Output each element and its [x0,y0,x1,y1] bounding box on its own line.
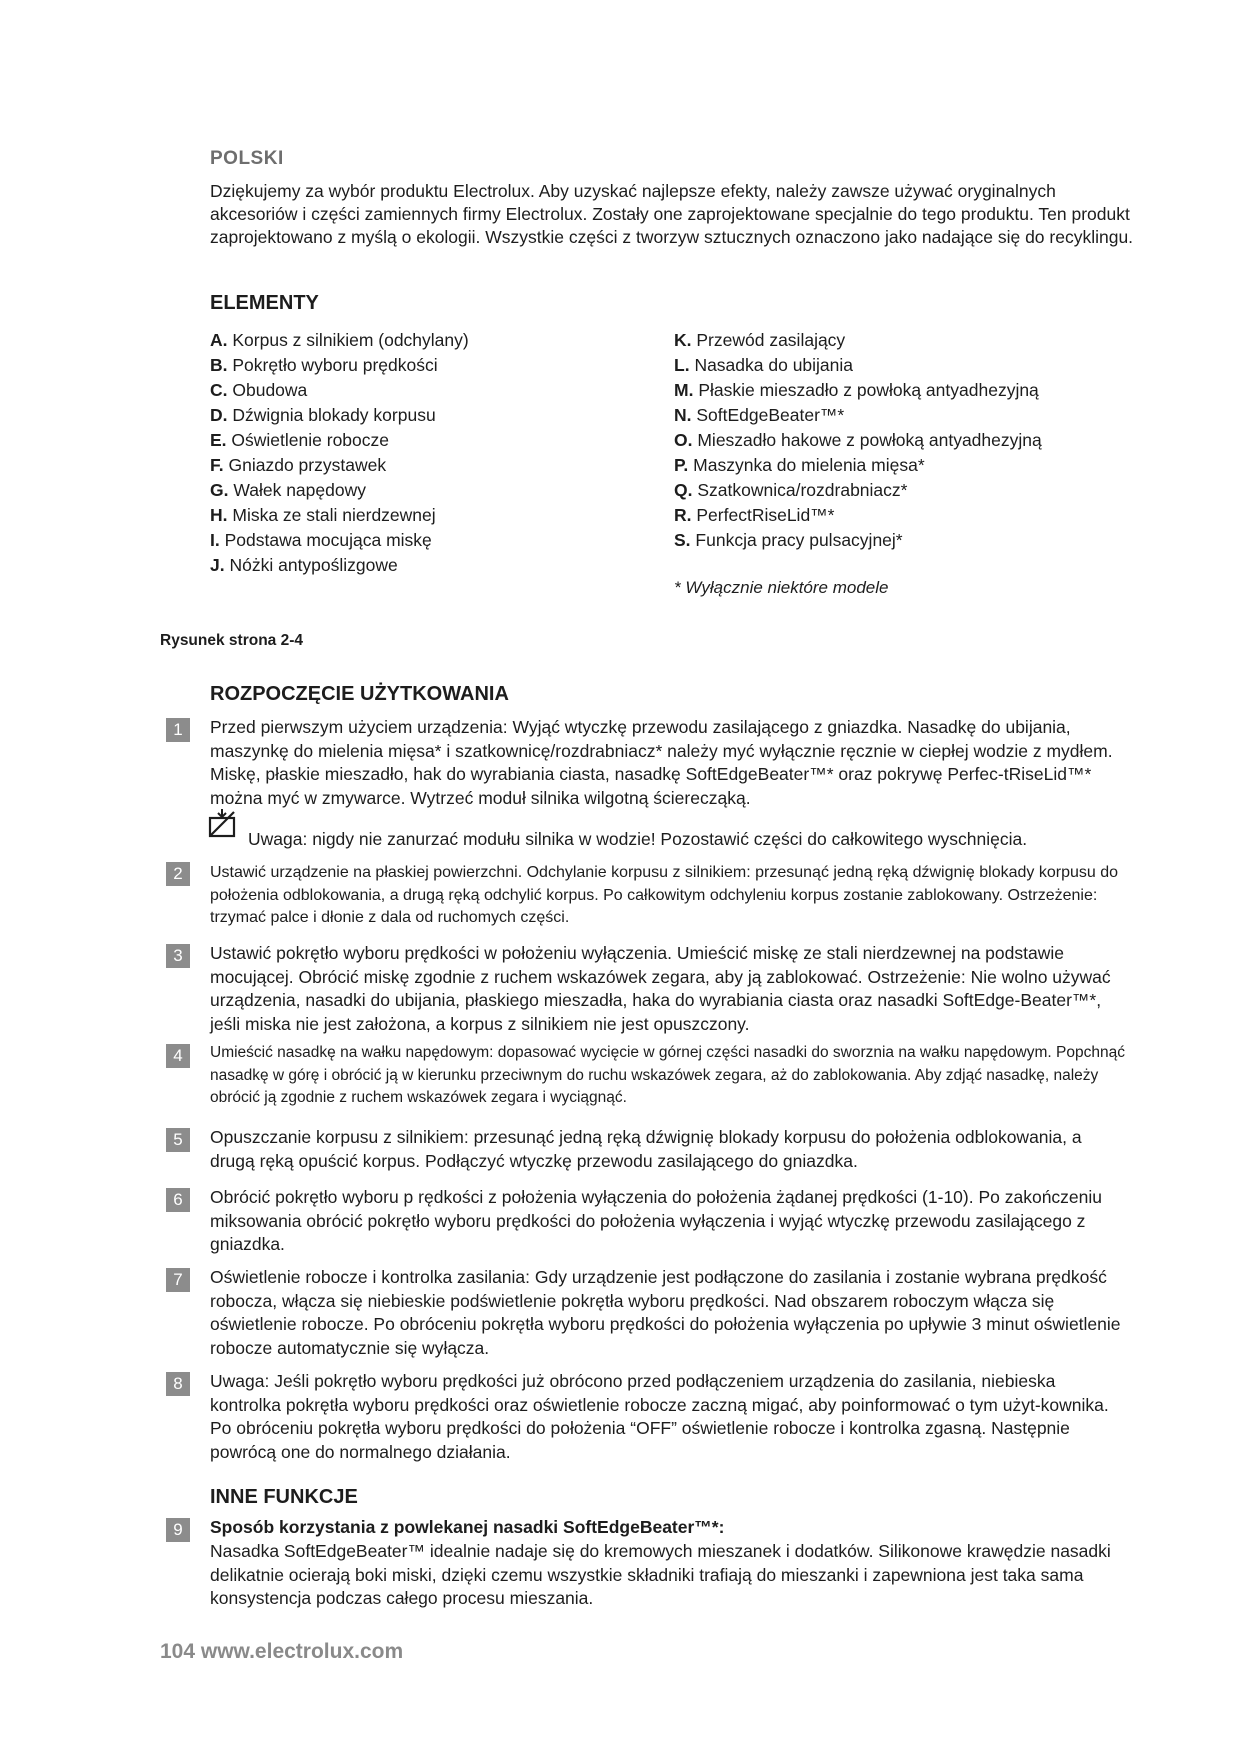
step-7-text: Oświetlenie robocze i kontrolka zasilania: Gdy urządzenie jest podłączone do zasilania i zostanie wybrana prędkość robocza, włącza się niebieskie podświetlenie pokrętła wyboru prędkości. Nad obszarem roboczym włącza się oświetlenie robocze. Po obróceniu pokrętła wyboru prędkości do położenia wyłączenia po upływie 3 minut oświetlenie robocze automatycznie się wyłącza. [210,1267,1121,1358]
element-letter: S. [674,530,691,550]
element-letter: E. [210,430,227,450]
step-8-text: Uwaga: Jeśli pokrętło wyboru prędkości już obrócono przed podłączeniem urządzenia do zasilania, niebieska kontrolka pokrętła wyboru prędkości oraz oświetlenie robocze zaczną migać, aby poinformować o tym użyt-kownika. Po obróceniu pokrętła wyboru prędkości do położenia “OFF” oświetlenie robocze i kontrolka zgasną. Następnie powrócą one do normalnego działania. [210,1371,1109,1462]
element-letter: M. [674,380,694,400]
element-text: Maszynka do mielenia mięsa* [693,455,925,475]
element-item [210,528,469,553]
element-letter: H. [210,505,228,525]
element-text: Szatkownica/rozdrabniacz* [697,480,908,500]
element-letter: J. [210,555,225,575]
element-item [210,403,469,428]
element-letter: O. [674,430,693,450]
models-note: * Wyłącznie niektóre modele [674,578,889,597]
element-item [210,553,469,578]
element-text: Nóżki antypoślizgowe [229,555,398,575]
element-letter: K. [674,330,692,350]
element-item [210,503,469,528]
intro-paragraph: Dziękujemy za wybór produktu Electrolux. Aby uzyskać najlepsze efekty, należy zawsze używać oryginalnych akcesoriów i części zamiennych firmy Electrolux. Zostały one zaprojektowane specjalnie do tego produktu. Ten produkt zaprojektowano z myślą o ekologii. Wszystkie części z tworzyw sztucznych oznaczono jako nadające się do recyklingu. [210,181,1134,247]
element-text: Korpus z silnikiem (odchylany) [232,330,469,350]
step-number: 4 [166,1044,190,1068]
step-1-text: Przed pierwszym użyciem urządzenia: Wyjąć wtyczkę przewodu zasilającego z gniazdka. Nasadkę do ubijania, maszynkę do mielenia mięsa* i szatkownicę/rozdrabniacz* należy myć wyłącznie ręcznie w ciepłej wodzie z mydłem. Miskę, płaskie mieszadło, hak do wyrabiania ciasta, nasadkę SoftEdgeBeater™* oraz pokrywę Perfec-tRiseLid™* można myć w zmywarce. Wytrzeć moduł silnika wilgotną ścierecząką. [210,717,1113,808]
step-4-text: Umieścić nasadkę na wałku napędowym: dopasować wycięcie w górnej części nasadki do sworznia na wałku napędowym. Popchnąć nasadkę w górę i obrócić ją w kierunku przeciwnym do ruchu wskazówek zegara, aż do zablokowania. Aby zdjąć nasadkę, należy obrócić ją zgodnie z ruchem wskazówek zegara i wyciągnąć. [210,1044,1125,1106]
step-number: 6 [166,1188,190,1212]
element-text: Podstawa mocująca miskę [224,530,432,550]
element-text: PerfectRiseLid™* [696,505,835,525]
elements-list-right [674,328,1042,553]
element-item [674,428,1042,453]
step-2-text: Ustawić urządzenie na płaskiej powierzchni. Odchylanie korpusu z silnikiem: przesunąć jedną ręką dźwignię blokady korpusu do położenia odblokowania, a drugą ręką odchylić korpus. Po całkowitym odchyleniu korpus zostanie zablokowany. Ostrzeżenie: trzymać palce i dłonie z dala od ruchomych części. [210,864,1119,926]
element-text: SoftEdgeBeater™* [696,405,845,425]
element-item [674,503,1042,528]
element-item [210,328,469,353]
element-item [210,378,469,403]
step-9-text: Nasadka SoftEdgeBeater™ idealnie nadaje się do kremowych mieszanek i dodatków. Silikonowe krawędzie nasadki delikatnie ocierają boki miski, dzięki czemu wszystkie składniki trafiają do mieszanki i zapewniona jest taka sama konsystencja podczas całego procesu mieszania. [210,1541,1111,1608]
element-letter: B. [210,355,228,375]
element-item [210,478,469,503]
step-number: 2 [166,862,190,886]
element-letter: Q. [674,480,693,500]
element-text: Dźwignia blokady korpusu [232,405,436,425]
element-text: Obudowa [232,380,308,400]
immersion-warning: Uwaga: nigdy nie zanurzać modułu silnika w wodzie! Pozostawić części do całkowitego wyschnięcia. [248,829,1028,849]
elements-list-left [210,328,469,578]
element-text: Płaskie mieszadło z powłoką antyadhezyjną [698,380,1039,400]
element-text: Przewód zasilający [696,330,846,350]
step-number: 8 [166,1372,190,1396]
element-item [674,478,1042,503]
element-item [210,453,469,478]
element-item [674,378,1042,403]
step-9-title: Sposób korzystania z powlekanej nasadki SoftEdgeBeater™*: [210,1517,725,1537]
element-letter: N. [674,405,692,425]
element-letter: D. [210,405,228,425]
elements-heading: ELEMENTY [210,292,319,314]
element-letter: P. [674,455,689,475]
language-heading: POLSKI [210,148,284,169]
element-letter: C. [210,380,228,400]
element-item [674,453,1042,478]
element-text: Wałek napędowy [233,480,366,500]
step-number: 5 [166,1128,190,1152]
step-number: 9 [166,1518,190,1542]
element-letter: I. [210,530,220,550]
element-text: Mieszadło hakowe z powłoką antyadhezyjną [697,430,1042,450]
element-item [674,328,1042,353]
element-item [210,353,469,378]
element-item [210,428,469,453]
step-3-text: Ustawić pokrętło wyboru prędkości w położeniu wyłączenia. Umieścić miskę ze stali nierdzewnej na podstawie mocującej. Obrócić miskę zgodnie z ruchem wskazówek zegara, aby ją zablokować. Ostrzeżenie: Nie wolno używać urządzenia, nasadki do ubijania, płaskiego mieszadła, haka do wyrabiania ciasta oraz nasadki SoftEdge-Beater™*, jeśli miska nie jest założona, a korpus z silnikiem nie jest opuszczony. [210,943,1111,1034]
element-letter: A. [210,330,228,350]
page-footer: 104 www.electrolux.com [160,1640,404,1663]
other-functions-heading: INNE FUNKCJE [210,1486,358,1508]
figure-reference: Rysunek strona 2-4 [160,632,303,649]
getting-started-heading: ROZPOCZĘCIE UŻYTKOWANIA [210,683,509,705]
step-5-text: Opuszczanie korpusu z silnikiem: przesunąć jedną ręką dźwignię blokady korpusu do położenia odblokowania, a drugą ręką opuścić korpus. Podłączyć wtyczkę przewodu zasilającego do gniazdka. [210,1127,1082,1171]
element-text: Miska ze stali nierdzewnej [232,505,436,525]
no-immerse-icon [208,808,240,840]
element-item [674,528,1042,553]
step-6-text: Obrócić pokrętło wyboru p rędkości z położenia wyłączenia do położenia żądanej prędkości (1-10). Po zakończeniu miksowania obrócić pokrętło wyboru prędkości do położenia wyłączenia i wyjąć wtyczkę przewodu zasilającego z gniazdka. [210,1187,1103,1254]
element-text: Gniazdo przystawek [228,455,387,475]
step-number: 1 [166,718,190,742]
element-item [674,353,1042,378]
element-item [674,403,1042,428]
element-text: Nasadka do ubijania [694,355,854,375]
step-number: 7 [166,1268,190,1292]
element-letter: R. [674,505,692,525]
element-text: Oświetlenie robocze [231,430,389,450]
step-number: 3 [166,944,190,968]
element-letter: F. [210,455,224,475]
element-text: Funkcja pracy pulsacyjnej* [695,530,903,550]
element-text: Pokrętło wyboru prędkości [232,355,438,375]
element-letter: G. [210,480,229,500]
element-letter: L. [674,355,690,375]
